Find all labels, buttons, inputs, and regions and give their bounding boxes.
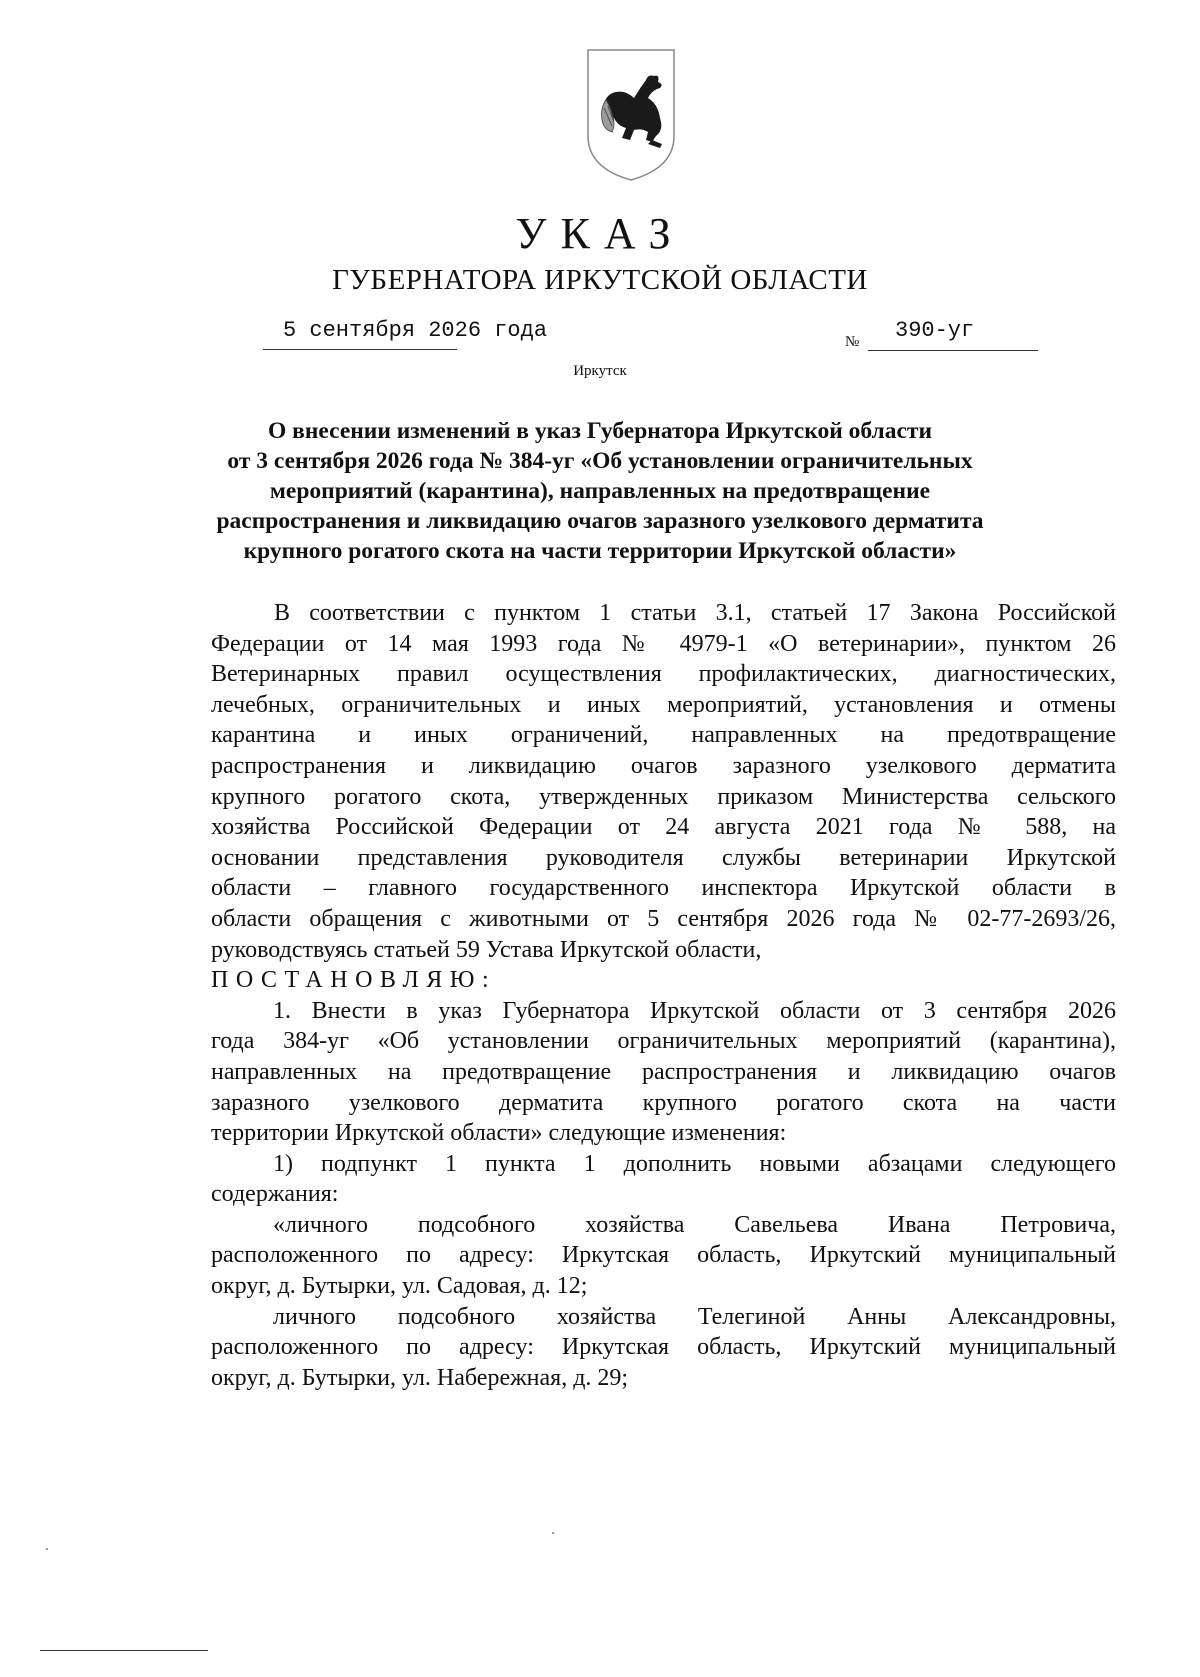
preamble-line: карантина и иных ограничений, направленных на предотвращение	[211, 722, 1116, 749]
quote1-line: расположенного по адресу: Иркутская область, Иркутский муниципальный	[211, 1242, 1116, 1269]
preamble-line: основании представления руководителя службы ветеринарии Иркутской	[211, 844, 1116, 871]
quote1-line: «личного подсобного хозяйства Савельева Ивана Петровича,	[273, 1211, 1116, 1238]
preamble-line: крупного рогатого скота, утвержденных приказом Министерства сельского	[211, 783, 1116, 810]
document-number: 390-уг	[895, 318, 975, 343]
preamble-line: хозяйства Российской Федерации от 24 августа 2021 года № 588, на	[211, 814, 1116, 841]
quote2-line: расположенного по адресу: Иркутская область, Иркутский муниципальный	[211, 1334, 1116, 1361]
number-underline	[868, 350, 1038, 351]
heading-line: мероприятий (карантина), направленных на предотвращение	[269, 478, 931, 504]
preamble-line: лечебных, ограничительных и иных мероприятий, установления и отмены	[211, 691, 1116, 718]
item1-line: заразного узелкового дерматита крупного рогатого скота на части	[211, 1089, 1116, 1116]
number-sign: №	[845, 334, 860, 350]
issuer-title: ГУБЕРНАТОРА ИРКУТСКОЙ ОБЛАСТИ	[332, 264, 868, 296]
document-type-title: УКАЗ	[515, 209, 685, 258]
heading-line: распространения и ликвидацию очагов заразного узелкового дерматита	[216, 508, 984, 534]
preamble-line: области обращения с животными от 5 сентября 2026 года № 02-77-2693/26,	[211, 905, 1116, 932]
preamble-line: Федерации от 14 мая 1993 года № 4979-1 «О ветеринарии», пунктом 26	[211, 630, 1116, 657]
heading-line: крупного рогатого скота на части территории Иркутской области»	[243, 538, 957, 564]
subitem1-line: содержания:	[211, 1181, 339, 1208]
document-date: 5 сентября 2026 года	[283, 318, 548, 343]
heading-line: О внесении изменений в указ Губернатора Иркутской области	[268, 418, 932, 444]
document-body	[211, 598, 1116, 1393]
item1-line: 1. Внести в указ Губернатора Иркутской области от 3 сентября 2026	[273, 997, 1116, 1024]
scan-speck	[552, 1532, 554, 1534]
item1-line: года 384-уг «Об установлении ограничительных мероприятий (карантина),	[211, 1028, 1116, 1055]
document-heading	[180, 416, 1020, 566]
date-underline	[263, 349, 457, 350]
decree-word: ПОСТАНОВЛЯЮ:	[211, 967, 497, 994]
heading-line: от 3 сентября 2026 года № 384-уг «Об установлении ограничительных	[227, 448, 973, 474]
quote1-line: округ, д. Бутырки, ул. Садовая, д. 12;	[211, 1273, 588, 1300]
item1-line: территории Иркутской области» следующие изменения:	[211, 1120, 787, 1147]
coat-of-arms-emblem	[582, 44, 680, 184]
footnote-separator	[40, 1650, 208, 1651]
quote2-line: округ, д. Бутырки, ул. Набережная, д. 29;	[211, 1364, 629, 1391]
preamble-line: распространения и ликвидацию очагов заразного узелкового дерматита	[211, 752, 1116, 779]
city-name: Иркутск	[573, 363, 627, 379]
preamble-line: Ветеринарных правил осуществления профилактических, диагностических,	[211, 661, 1116, 688]
preamble-line: области – главного государственного инспектора Иркутской области в	[211, 875, 1116, 902]
item1-line: направленных на предотвращение распространения и ликвидацию очагов	[211, 1058, 1116, 1085]
preamble-line: В соответствии с пунктом 1 статьи 3.1, статьей 17 Закона Российской	[274, 600, 1116, 626]
quote2-line: личного подсобного хозяйства Телегиной Анны Александровны,	[273, 1303, 1116, 1330]
preamble-line: руководствуясь статьей 59 Устава Иркутской области,	[211, 936, 762, 963]
subitem1-line: 1) подпункт 1 пункта 1 дополнить новыми абзацами следующего	[273, 1150, 1116, 1177]
scan-speck	[46, 1548, 48, 1550]
